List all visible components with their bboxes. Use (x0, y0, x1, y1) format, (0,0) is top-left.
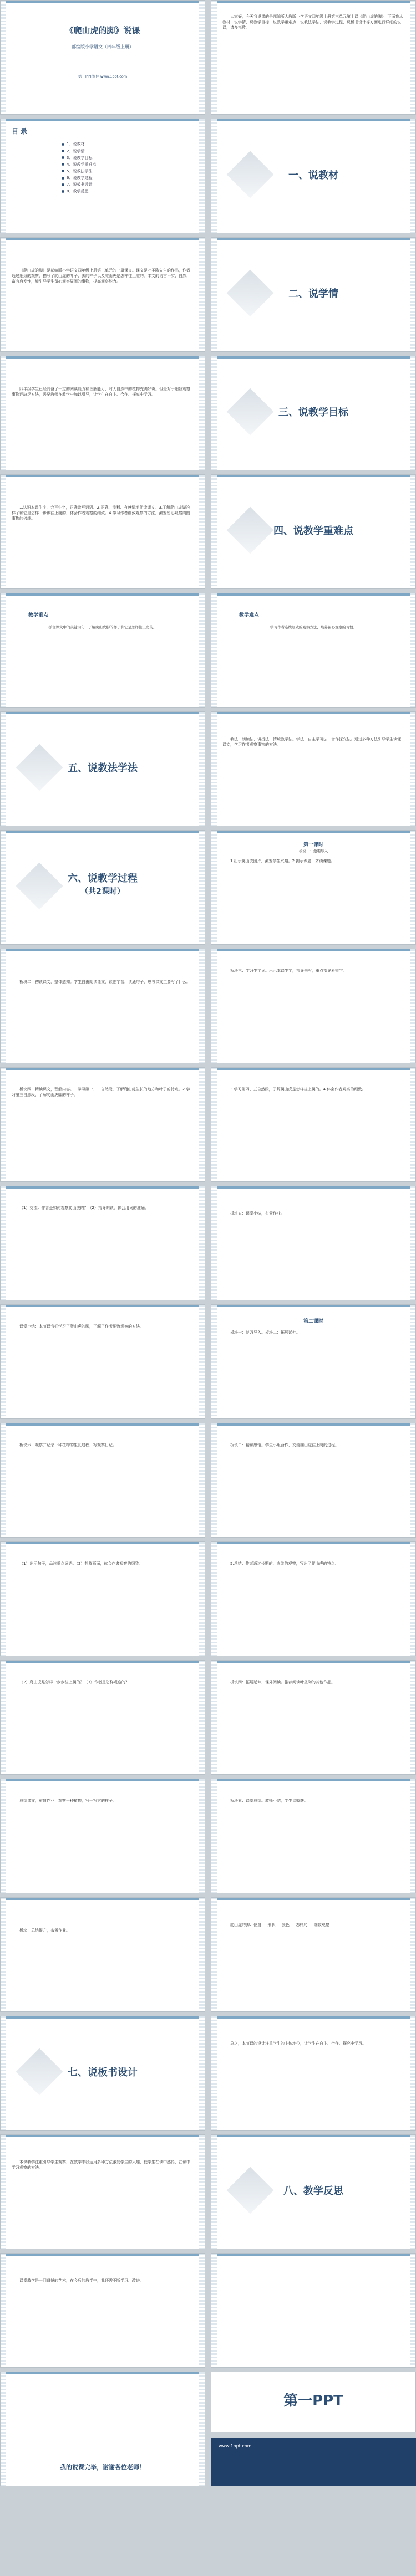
section-title: 七、说板书设计 (68, 2067, 138, 2078)
decor-stripe (211, 1661, 217, 1774)
body-text: 板块：总结提升，布置作业。 (19, 1928, 70, 1933)
slide-topbar (1, 949, 205, 951)
decor-stripe (199, 1661, 205, 1774)
decor-stripe (199, 1, 205, 114)
bullet-icon (62, 190, 64, 193)
decor-stripe (199, 1186, 205, 1300)
body-text: 3.学习第四、五自然段，了解爬山虎是怎样往上爬的。4.体会作者观察的细致。 (230, 1087, 366, 1092)
slide-section-1 (211, 119, 416, 233)
decor-stripe (211, 831, 217, 944)
slide-text (0, 1660, 205, 1775)
slide-lesson-2 (211, 1304, 416, 1419)
slide-topbar (1, 593, 205, 596)
footer-url[interactable]: www.1ppt.com (219, 2444, 252, 2449)
slide-topbar (1, 1423, 205, 1426)
decor-stripe (211, 712, 217, 826)
page-title: 《爬山虎的脚》说课 (65, 25, 140, 35)
decor-stripe (199, 1423, 205, 1537)
decor-stripe (211, 475, 217, 588)
body-text: 教法：朗读法、讲授法、情境教学法。学法：自主学习法、合作探究法。通过多种方法引导学生读懂课文，学习作者观察事物的方法。 (222, 737, 401, 747)
body-text: 课堂小结：本节课我们学习了爬山虎的脚，了解了作者细致观察的方法。 (19, 1324, 144, 1329)
slide-section-6 (0, 830, 205, 945)
contents-title: 目 录 (12, 127, 28, 135)
contents-item[interactable]: 3、说教学目标 (62, 155, 194, 161)
contents-item[interactable]: 5、说教法学法 (62, 168, 194, 175)
decor-stripe (199, 831, 205, 944)
decor-stripe (1, 831, 6, 944)
slide-text (0, 1897, 205, 2012)
slide-lesson-1 (211, 830, 416, 945)
decor-stripe (199, 1779, 205, 1893)
body-text: （2）爬山虎是怎样一步步往上爬的？（3）作者是怎样观察的？ (19, 1680, 129, 1684)
bullet-icon (62, 170, 64, 172)
decor-stripe (1, 1542, 6, 1656)
decor-stripe (1, 1423, 6, 1537)
decor-stripe (1, 2372, 6, 2486)
contents-item[interactable]: 1、说教材 (62, 141, 194, 147)
slide-topbar (1, 1186, 205, 1189)
slide-topbar (211, 1, 415, 3)
slide-topbar (211, 1305, 415, 1307)
decor-stripe (410, 356, 415, 470)
slide-topbar (211, 712, 415, 714)
body-text: 学习作者连续细致的观察方法，培养留心观察的习惯。 (270, 625, 357, 630)
subheading-2: 板块一：激趣导入 (299, 849, 328, 854)
decor-stripe (211, 1305, 217, 1418)
decor-stripe (211, 2254, 217, 2367)
decor-stripe (410, 1305, 415, 1418)
body-text: 板块四：拓展延伸，课外阅读。推荐阅读叶圣陶的其他作品。 (230, 1680, 335, 1684)
slide-text (211, 1897, 416, 2012)
decor-stripe (199, 119, 205, 233)
slide-text (0, 1186, 205, 1300)
decor-stripe (1, 475, 6, 588)
slide-topbar (1, 1779, 205, 1781)
decor-stripe (199, 2372, 205, 2486)
body-text: 板块二：初读课文，整体感知。学生自由朗读课文，读准字音，读通句子，思考课文主要写了什么。 (19, 980, 190, 984)
subheading: 教学难点 (239, 613, 260, 618)
decor-stripe (1, 1, 6, 114)
slide-key-point (0, 593, 205, 708)
decor-stripe (410, 831, 415, 944)
decor-stripe (199, 356, 205, 470)
decor-stripe (410, 2016, 415, 2130)
slide-ending (0, 2372, 205, 2486)
decor-stripe (1, 1305, 6, 1418)
slide-topbar (1, 1, 205, 3)
decor-stripe (1, 2016, 6, 2130)
subheading: 第一课时 (303, 842, 323, 848)
slide-topbar (1, 356, 205, 359)
body-text: 1.认识本课生字，会写生字，正确读写词语。2.正确、流利、有感情地朗读课文。3.了解爬山虎脚的样子和它是怎样一步步往上爬的，体会作者观察的细致。4.学习作者细致观察的方法，激发留心观察周围事物的兴趣。 (12, 505, 190, 521)
decor-stripe (199, 1305, 205, 1418)
decor-stripe (199, 712, 205, 826)
body-text: 总之，本节课的设计注重学生的主体地位，让学生在自主、合作、探究中学习。 (230, 2041, 366, 2046)
contents-item[interactable]: 8、教学反思 (62, 188, 194, 194)
decor-stripe (410, 1423, 415, 1537)
slide-topbar (1, 2135, 205, 2137)
slide-topbar (211, 1542, 415, 1544)
closing-text: 我的说课完毕，谢谢各位老师！ (60, 2464, 145, 2471)
body-text: 板块二：精读感悟。学生小组合作，交流爬山虎往上爬的过程。 (230, 1443, 339, 1447)
decor-stripe (211, 1068, 217, 1181)
body-text: （1）出示句子，品读重点词语。（2）想象画面，体会作者观察的细致。 (19, 1561, 143, 1566)
slide-text (211, 2016, 416, 2131)
decor-stripe (199, 2254, 205, 2367)
slide-topbar (211, 831, 415, 833)
decor-stripe (211, 1542, 217, 1656)
decor-stripe (410, 1186, 415, 1300)
slide-logo (211, 2372, 416, 2432)
decor-stripe (211, 238, 217, 351)
slide-topbar (1, 712, 205, 714)
decor-stripe (1, 119, 6, 233)
slide-text (0, 2253, 205, 2368)
slide-topbar (1, 1305, 205, 1307)
slide-topbar (211, 1186, 415, 1189)
decor-stripe (211, 2016, 217, 2130)
body-text: 板块五：课堂总结。教师小结，学生谈收获。 (230, 1799, 308, 1803)
decor-stripe (410, 475, 415, 588)
slide-topbar (1, 119, 205, 121)
body-text: 板块一：复习导入。板块二：拓展延伸。 (230, 1330, 300, 1335)
decor-stripe (199, 2016, 205, 2130)
decor-stripe (199, 2135, 205, 2249)
subheading: 第二课时 (303, 1319, 323, 1324)
slide-text (0, 1423, 205, 1538)
slide-text (211, 1660, 416, 1775)
decor-stripe (199, 238, 205, 351)
body-text: 5.总结：作者通过长期的、连续的观察，写出了爬山虎的特点。 (230, 1561, 339, 1566)
decor-stripe (1, 1779, 6, 1893)
decor-stripe (1, 593, 6, 707)
contents-item[interactable]: 4、说教学重难点 (62, 161, 194, 168)
slide-topbar (211, 593, 415, 596)
section-title: 四、说教学重难点 (273, 525, 353, 537)
footer-banner (211, 2438, 416, 2486)
bullet-icon (62, 163, 64, 166)
decor-stripe (410, 593, 415, 707)
slide-title (0, 0, 205, 115)
page-subtitle: 部编版小学语文（四年级上册） (72, 44, 134, 49)
section-title: 八、教学反思 (283, 2185, 343, 2197)
slide-topbar (1, 2372, 205, 2374)
slide-topbar (1, 1542, 205, 1544)
slide-text (211, 1423, 416, 1538)
slide-section-3 (211, 356, 416, 470)
slide-topbar (211, 1423, 415, 1426)
decor-stripe (211, 1423, 217, 1537)
body-text: 板块四：精读课文，理解内容。1.学习第一、二自然段，了解爬山虎生长的地方和叶子的特点。2.学习第三自然段，了解爬山虎脚的样子。 (12, 1087, 190, 1098)
slide-topbar (211, 949, 415, 951)
body-text: 《爬山虎的脚》是部编版小学语文四年级上册第三单元的一篇课文。课文是叶圣陶先生的作品，作者通过细致的观察，描写了爬山虎的叶子、脚的样子以及爬山虎是怎样往上爬的。本文的语言平实、自然，富有启发性，能引导学生留心观察周围的事物，提高观察能力。 (12, 268, 190, 284)
slide-text (211, 1541, 416, 1656)
brand-logo: 第一PPT (283, 2393, 343, 2409)
decor-stripe (410, 712, 415, 826)
decor-stripe (199, 949, 205, 1063)
slide-contents (0, 119, 205, 233)
decor-stripe (1, 2135, 6, 2249)
section-title: 三、说教学目标 (278, 407, 348, 418)
decor-stripe (211, 1, 217, 114)
body-text: 板块三：学习生字词。出示本课生字，指导书写，重点指导易错字。 (230, 969, 347, 973)
decor-stripe (1, 238, 6, 351)
slide-topbar (211, 1898, 415, 1900)
decor-stripe (199, 1542, 205, 1656)
contents-item[interactable]: 7、说板书设计 (62, 181, 194, 188)
decor-stripe (1, 1186, 6, 1300)
subheading: 教学重点 (28, 613, 49, 618)
decor-stripe (1, 1898, 6, 2011)
decor-stripe (1, 712, 6, 826)
slide-section-8 (211, 2134, 416, 2249)
body-text: 板块五：课堂小结，布置作业。 (230, 1211, 285, 1216)
decor-stripe (410, 1661, 415, 1774)
bullet-icon (62, 183, 64, 186)
section-subtitle: （共2课时） (80, 887, 125, 897)
decor-stripe (410, 1898, 415, 2011)
decor-stripe (211, 2135, 217, 2249)
decor-stripe (211, 356, 217, 470)
decor-stripe (199, 1068, 205, 1181)
slide-text (211, 949, 416, 1063)
slide-topbar (1, 831, 205, 833)
slide-topbar (1, 1898, 205, 1900)
slide-text (211, 2253, 416, 2368)
slide-section-7 (0, 2016, 205, 2131)
decor-stripe (410, 1, 415, 114)
slide-section-5 (0, 711, 205, 826)
decor-stripe (410, 119, 415, 233)
body-text: 课堂教学是一门遗憾的艺术，在今后的教学中，我还需不断学习、改进。 (19, 2278, 144, 2283)
body-text: 1.出示爬山虎图片，激发学生兴趣。2.揭示课题，齐读课题。 (230, 859, 335, 864)
slide-topbar (211, 475, 415, 477)
slide-text (0, 1779, 205, 1893)
slide-topbar (1, 475, 205, 477)
slide-text (211, 711, 416, 826)
slide-topbar (1, 2016, 205, 2019)
body-text: 抓住课文中的关键词句，了解爬山虎脚的样子和它是怎样往上爬的。 (48, 625, 157, 630)
slide-topbar (211, 1068, 415, 1070)
slide-topbar (1, 1068, 205, 1070)
slide-text (0, 2134, 205, 2249)
body-text: （1）交流：作者是如何观察爬山虎的？（2）指导朗读，体会用词的准确。 (19, 1206, 149, 1210)
slide-topbar (211, 356, 415, 359)
slide-topbar (1, 1661, 205, 1663)
slide-text (211, 1186, 416, 1300)
slide-intro (211, 0, 416, 115)
body-text: 板块六：观察并记录一种植物的生长过程，写观察日记。 (19, 1443, 116, 1447)
contents-item[interactable]: 6、说教学过程 (62, 175, 194, 181)
decor-stripe (1, 356, 6, 470)
decor-stripe (410, 2135, 415, 2249)
slide-text (0, 949, 205, 1063)
decor-stripe (410, 949, 415, 1063)
body-text: 大家好，今天我说课的是部编版人教版小学语文四年级上册第三单元第十课《爬山虎的脚》，下面我从教材、说学情、说教学目标、说教学重难点、说教法学法、说教学过程、说板书设计等方面进行详细的说课，请多指教。 (222, 14, 403, 30)
slide-text (0, 1304, 205, 1419)
section-title: 五、说教法学法 (68, 762, 138, 774)
section-title: 六、说教学过程 (68, 873, 138, 884)
decor-stripe (199, 593, 205, 707)
decor-stripe (199, 1898, 205, 2011)
bullet-icon (62, 177, 64, 180)
section-title: 一、说教材 (288, 170, 338, 181)
decor-stripe (211, 1779, 217, 1893)
decor-stripe (211, 949, 217, 1063)
decor-stripe (211, 1186, 217, 1300)
slide-text (211, 1067, 416, 1182)
decor-stripe (1, 949, 6, 1063)
decor-stripe (410, 238, 415, 351)
bullet-icon (62, 156, 64, 159)
slide-text (0, 1541, 205, 1656)
slide-topbar (211, 2135, 415, 2137)
decor-stripe (211, 593, 217, 707)
body-text: 本课教学注重引导学生观察，在教学中我运用多种方法激发学生的兴趣，使学生在读中感悟，在读中学习观察的方法。 (12, 2160, 190, 2170)
slide-topbar (211, 2016, 415, 2019)
slide-topbar (211, 238, 415, 240)
slide-section-4 (211, 474, 416, 589)
meta-text: 第一PPT课件 www.1ppt.com (78, 74, 128, 79)
slide-topbar (211, 1661, 415, 1663)
body-text: 爬山虎的脚：位置 — 形状 — 颜色 — 怎样爬 — 细致观察 (230, 1923, 329, 1927)
bullet-icon (62, 150, 64, 152)
slide-text (0, 474, 205, 589)
decor-stripe (199, 475, 205, 588)
contents-list (62, 141, 194, 194)
decor-stripe (211, 1898, 217, 2011)
body-text: 总结课文，布置作业：观察一种植物，写一写它的样子。 (19, 1799, 116, 1803)
decor-stripe (211, 119, 217, 233)
decor-stripe (410, 2254, 415, 2367)
slide-difficulty (211, 593, 416, 708)
slide-text (0, 356, 205, 470)
slide-topbar (211, 1779, 415, 1781)
decor-stripe (1, 1661, 6, 1774)
contents-item[interactable]: 2、说学情 (62, 148, 194, 155)
section-title: 二、说学情 (288, 288, 338, 300)
slide-text (0, 1067, 205, 1182)
bullet-icon (62, 143, 64, 146)
decor-stripe (1, 2254, 6, 2367)
decor-stripe (410, 1542, 415, 1656)
decor-stripe (1, 1068, 6, 1181)
slide-topbar (1, 238, 205, 240)
slide-text (0, 237, 205, 352)
decor-stripe (410, 1779, 415, 1893)
slide-section-2 (211, 237, 416, 352)
decor-stripe (410, 1068, 415, 1181)
slide-topbar (211, 119, 415, 121)
slide-text (211, 1779, 416, 1893)
body-text: 四年级学生已经具备了一定的阅读能力和理解能力，对大自然中的植物充满好奇。但是对于细致观察事物还缺乏方法，需要教师在教学中加以引导，让学生在自主、合作、探究中学习。 (12, 387, 190, 397)
slide-topbar (1, 2254, 205, 2256)
slide-topbar (211, 2254, 415, 2256)
